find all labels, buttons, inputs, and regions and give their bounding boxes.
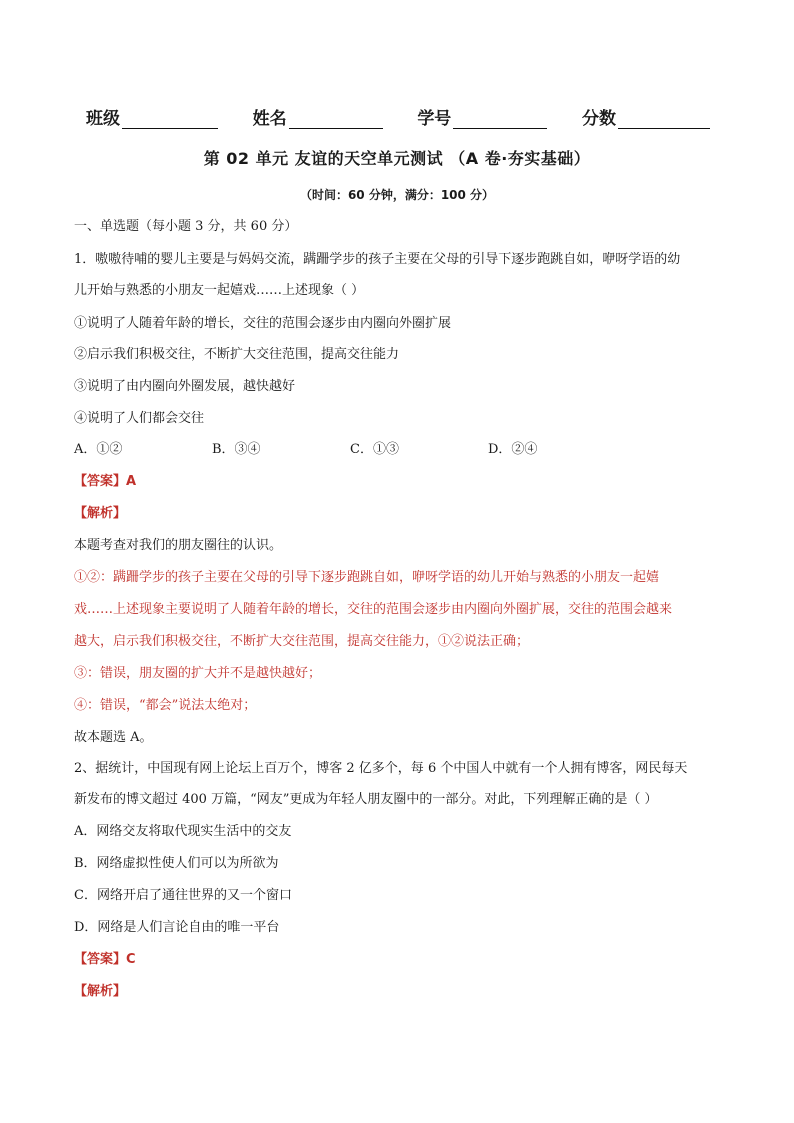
q2-analysis-label: 【解析】	[74, 984, 127, 999]
q1-analysis-label: 【解析】	[74, 506, 127, 521]
student-info-header	[86, 104, 710, 129]
q1-answer-value: A	[126, 474, 137, 489]
class-label: 班级	[86, 109, 120, 129]
score-blank-line	[618, 110, 710, 129]
name-label: 姓名	[252, 109, 287, 129]
name-field	[253, 104, 383, 129]
class-field	[86, 104, 218, 129]
q1-statement-2: ②启示我们积极交往，不断扩大交往范围，提高交往能力	[74, 347, 400, 362]
q2-option-d: D．网络是人们言论自由的唯一平台	[74, 920, 280, 935]
q1-analysis-line-7: 故本题选 A。	[74, 730, 153, 745]
q1-analysis-line-3: 戏……上述现象主要说明了人随着年龄的增长，交往的范围会逐步由内圈向外圈扩展，交往的范围会越来	[74, 602, 673, 617]
q1-answer-label: 【答案】	[74, 474, 127, 489]
q1-statement-1: ①说明了人随着年龄的增长，交往的范围会逐步由内圈向外圈扩展	[74, 316, 452, 331]
q2-stem-line-1: 2、据统计，中国现有网上论坛上百万个，博客 2 亿多个，每 6 个中国人中就有一个人拥有博客，网民每天	[74, 761, 688, 776]
q1-analysis-line-1: 本题考查对我们的朋友圈往的认识。	[74, 538, 283, 553]
q2-stem-line-2: 新发布的博文超过 400 万篇，“网友”更成为年轻人朋友圈中的一部分。对此，下列理解正确的是（ ）	[74, 792, 658, 807]
q1-analysis-line-2: ①②：蹒跚学步的孩子主要在父母的引导下逐步跑跳自如，咿呀学语的幼儿开始与熟悉的小朋友一起嬉	[74, 570, 660, 585]
q1-stem-line-2: 儿开始与熟悉的小朋友一起嬉戏……上述现象（ ）	[74, 283, 365, 298]
section-heading: 一、单选题（每小题 3 分，共 60 分）	[74, 219, 298, 234]
q1-option-c: C．①③	[350, 442, 399, 457]
q1-statement-3: ③说明了由内圈向外圈发展，越快越好	[74, 379, 296, 394]
q1-analysis-line-4: 越大，启示我们积极交往，不断扩大交往范围，提高交往能力，①②说法正确；	[74, 634, 530, 649]
q2-option-c: C．网络开启了通往世界的又一个窗口	[74, 888, 292, 903]
q1-options	[74, 441, 724, 459]
score-label: 分数	[581, 109, 616, 129]
q1-option-a: A．①②	[74, 442, 123, 457]
q2-answer-label: 【答案】	[74, 952, 127, 967]
q2-answer	[74, 951, 724, 969]
q2-answer-value: C	[126, 952, 136, 967]
student-id-blank-line	[453, 110, 547, 129]
q1-option-b: B．③④	[212, 442, 261, 457]
q1-analysis-line-5: ③：错误，朋友圈的扩大并不是越快越好；	[74, 666, 322, 681]
q1-answer	[74, 473, 724, 491]
name-blank-line	[289, 110, 383, 129]
score-field	[582, 104, 710, 129]
page-subtitle: （时间：60 分钟，满分：100 分）	[299, 188, 495, 202]
student-id-field	[417, 104, 547, 129]
q1-analysis-line-6: ④：错误，“都会”说法太绝对；	[74, 698, 257, 713]
student-id-label: 学号	[417, 109, 452, 129]
q1-statement-4: ④说明了人们都会交往	[74, 411, 205, 426]
q2-option-a: A．网络交友将取代现实生活中的交友	[74, 824, 292, 839]
q1-option-d: D．②④	[488, 442, 538, 457]
class-blank-line	[122, 110, 218, 129]
page-title: 第 02 单元 友谊的天空单元测试 （A 卷·夯实基础）	[203, 149, 591, 168]
q1-stem-line-1: 1．嗷嗷待哺的婴儿主要是与妈妈交流，蹒跚学步的孩子主要在父母的引导下逐步跑跳自如，咿呀学语的幼	[74, 252, 681, 267]
q2-option-b: B．网络虚拟性使人们可以为所欲为	[74, 856, 279, 871]
